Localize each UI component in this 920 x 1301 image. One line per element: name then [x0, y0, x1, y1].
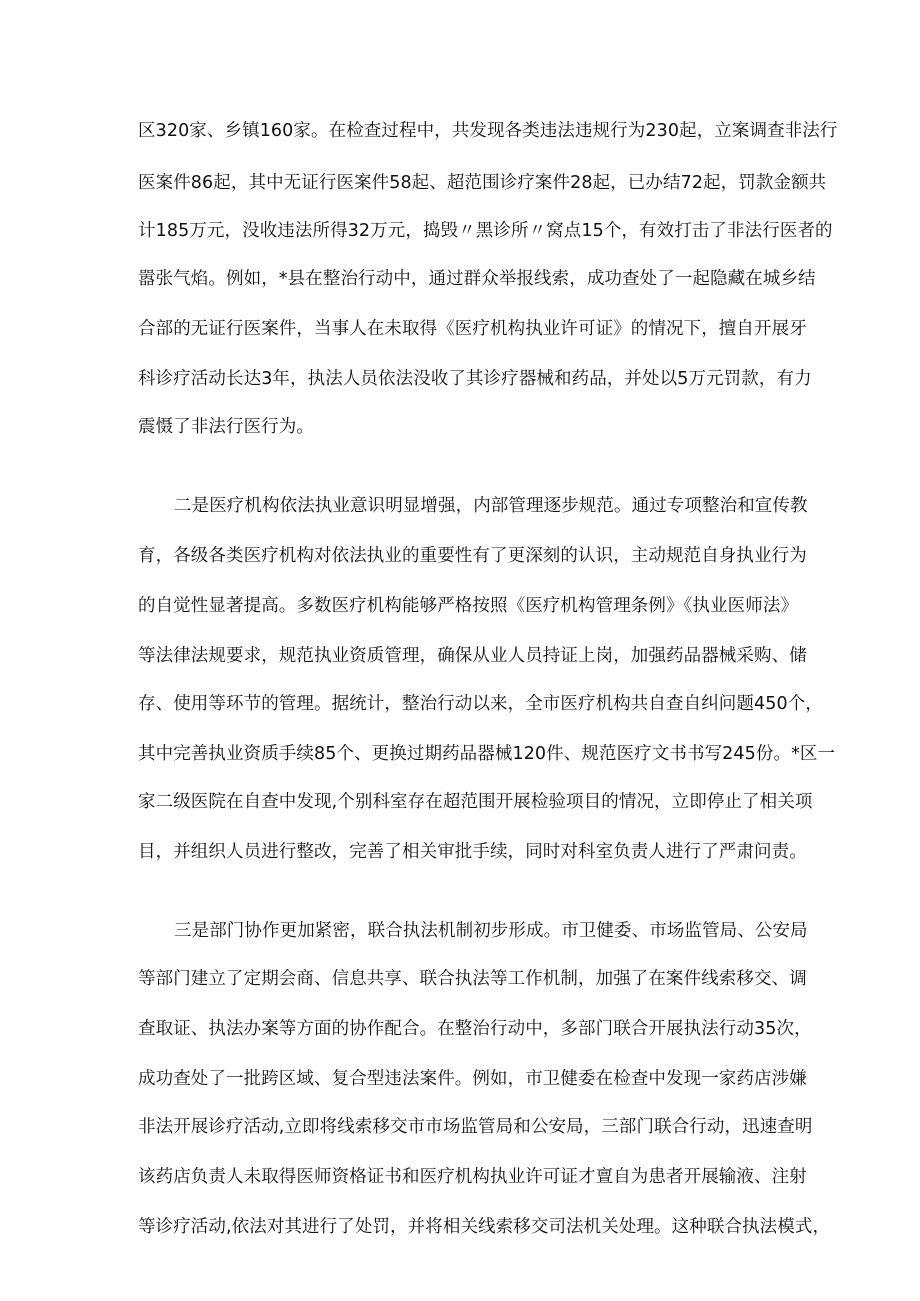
text-line: 非法开展诊疗活动,立即将线索移交市市场监管局和公安局，三部门联合行动，迅速查明 — [138, 1117, 813, 1137]
text-line: 医案件86起，其中无证行医案件58起、超范围诊疗案件28起，已办结72起，罚款金额共 — [138, 173, 827, 193]
text-line: 该药店负责人未取得医师资格证书和医疗机构执业许可证才亶自为患者开展输液、注射 — [138, 1167, 807, 1187]
text-line: 的自觉性显著提高。多数医疗机构能够严格按照《医疗机构管理条例》《执业医师法》 — [138, 596, 799, 616]
text-line: 等法律法规要求，规范执业资质管理，确保从业人员持证上岗，加强药品器械采购、储 — [138, 646, 807, 666]
text-line: 区320家、乡镇160家。在检查过程中，共发现各类违法违规行为230起，立案调查非法行 — [138, 121, 838, 141]
text-line: 二是医疗机构依法执业意识明显增强，内部管理逐步规范。通过专项整治和宣传教 — [174, 496, 808, 516]
text-line: 嚣张气焰。例如，*县在整治行动中，通过群众举报线索，成功查处了一起隐藏在城乡结 — [138, 269, 816, 289]
text-line: 育，各级各类医疗机构对依法执业的重要性有了更深刻的认识，主动规范自身执业行为 — [138, 546, 807, 566]
text-line: 等诊疗活动,依法对其进行了处罚，并将相关线索移交司法机关处理。这种联合执法模式， — [138, 1217, 831, 1237]
text-line: 存、使用等环节的管理。据统计，整治行动以来，全市医疗机构共自查自纠问题450个， — [138, 694, 823, 714]
text-line: 家二级医院在自查中发现,个别科室存在超范围开展检验项目的情况，立即停止了相关项 — [138, 792, 813, 812]
text-line: 查取证、执法办案等方面的协作配合。在整治行动中，多部门联合开展执法行动35次， — [138, 1019, 812, 1039]
text-line: 合部的无证行医案件，当事人在未取得《医疗机构执业许可证》的情况下，擅自开展牙 — [138, 319, 807, 339]
text-line: 目，并组织人员进行整改，完善了相关审批手续，同时对科室负责人进行了严肃问责。 — [138, 842, 807, 862]
text-line: 成功查处了一批跨区域、复合型违法案件。例如，市卫健委在检查中发现一家药店涉嫌 — [138, 1069, 807, 1089]
text-line: 计185万元，没收违法所得32万元，捣毁〃黑诊所〃窝点15个，有效打击了非法行医者的 — [138, 221, 833, 241]
text-line: 其中完善执业资质手续85个、更换过期药品器械120件、规范医疗文书书写245份。*区一 — [138, 744, 836, 764]
text-line: 震慑了非法行医行为。 — [138, 417, 314, 437]
text-line: 科诊疗活动长达3年，执法人员依法没收了其诊疗器械和药品，并处以5万元罚款，有力 — [138, 369, 812, 389]
text-line: 等部门建立了定期会商、信息共享、联合执法等工作机制，加强了在案件线索移交、调 — [138, 969, 807, 989]
text-line: 三是部门协作更加紧密，联合执法机制初步形成。市卫健委、市场监管局、公安局 — [174, 921, 808, 941]
